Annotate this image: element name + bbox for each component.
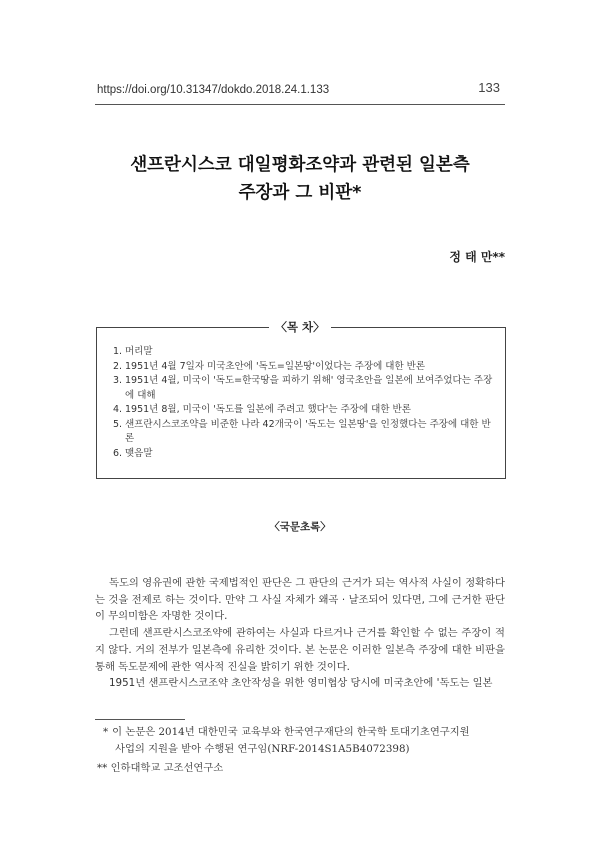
toc-item-text: 맺음말: [125, 447, 153, 459]
header-divider: [95, 104, 505, 105]
toc-item-text: 1951년 4월 7일자 미국초안에 '독도=일본땅'이었다는 주장에 대한 반론: [125, 360, 426, 372]
toc-item-text: 샌프란시스코조약을 비준한 나라 42개국이 '독도는 일본땅'을 인정했다는 주장에 대한 반론: [125, 418, 491, 444]
toc-item: [113, 345, 493, 360]
toc-item: [113, 418, 493, 447]
footnote-divider: [95, 719, 185, 720]
paper-title-line1: 샌프란시스코 대일평화조약과 관련된 일본측: [130, 155, 470, 175]
body-paragraph: 1951년 샌프란시스코조약 초안작성을 위한 영미협상 당시에 미국초안에 '독도는 일본: [109, 677, 493, 690]
toc-item-text: 머리말: [125, 346, 153, 357]
toc-item-number: 1.: [113, 346, 123, 357]
footnote-1-line2: 사업의 지원을 받아 수행된 연구임(NRF-2014S1A5B4072398): [115, 742, 410, 755]
toc-item-number: 4.: [113, 404, 123, 415]
toc-item-number: 2.: [113, 360, 123, 372]
abstract-heading: 〈국문초록〉: [269, 521, 331, 533]
page-number: 133: [478, 80, 500, 95]
author-name: 정 태 만**: [449, 250, 505, 264]
body-paragraph: 그런데 샌프란시스코조약에 관하여는 사실과 다르거나 근거를 확인할 수 없는 주장이 적지 않다. 거의 전부가 일본측에 유리한 것이다. 본 논문은 이러한 일본측 주장에 대한 비판을 통해 독도문제에 관한 역사적 진실을 밝히기 위한 것이다.: [95, 627, 505, 673]
footnote-1: [103, 724, 508, 757]
toc-heading: [0, 319, 600, 335]
toc-item: [113, 403, 493, 418]
toc-list: [113, 345, 493, 461]
doi-link[interactable]: https://doi.org/10.31347/dokdo.2018.24.1.133: [97, 84, 330, 96]
toc-item: [113, 447, 493, 462]
toc-heading-text: 〈목 차〉: [269, 320, 330, 334]
toc-item-number: 6.: [113, 447, 123, 459]
footnote-1-line1: [103, 724, 508, 741]
footnote-1-mark: *: [103, 726, 109, 738]
footnote-1-text: 이 논문은 2014년 대한민국 교육부와 한국연구재단의 한국학 토대기초연구지원: [112, 726, 470, 738]
toc-item: [113, 360, 493, 375]
paper-title-line2: 주장과 그 비판*: [238, 183, 362, 203]
toc-item-text: 1951년 8월, 미국이 '독도를 일본에 주려고 했다'는 주장에 대한 반론: [125, 404, 411, 415]
toc-item-number: 3.: [113, 375, 123, 386]
toc-item-number: 5.: [113, 418, 123, 430]
toc-item-text: 1951년 4월, 미국이 '독도=한국땅을 피하기 위해' 영국초안을 일본에 보여주었다는 주장에 대해: [125, 375, 493, 401]
footnote-2: ** 인하대학교 고조선연구소: [97, 762, 224, 774]
toc-item: [113, 374, 493, 403]
body-paragraph: 독도의 영유권에 관한 국제법적인 판단은 그 판단의 근거가 되는 역사적 사실이 정확하다는 것을 전제로 하는 것이다. 만약 그 사실 자체가 왜곡 · 날조되어 있다면, 그에 근거한 판단이 무의미함은 자명한 것이다.: [95, 577, 505, 623]
abstract-body: [95, 575, 505, 692]
